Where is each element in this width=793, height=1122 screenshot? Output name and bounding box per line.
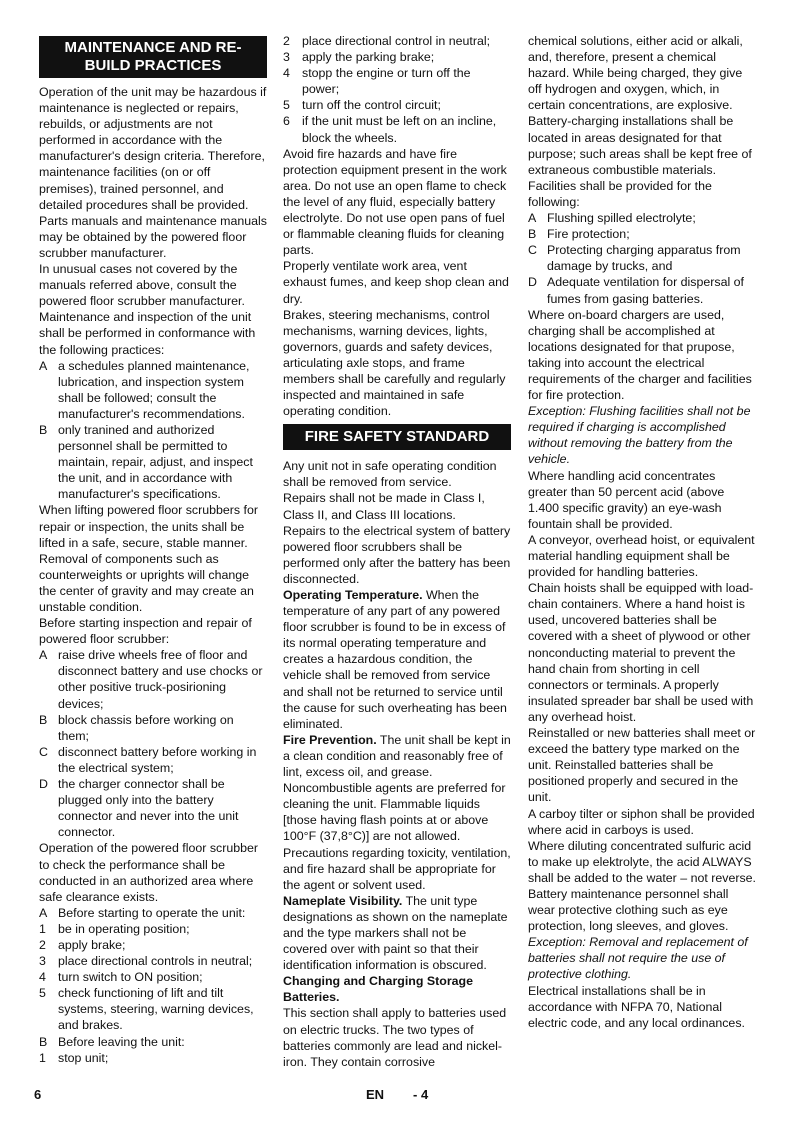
paragraph: Electrical installations shall be in accordance with NFPA 70, National electric code, and any local ordinances. <box>528 983 745 1030</box>
column-1 <box>39 33 267 1066</box>
list-item: A raise drive wheels free of floor and disconnect battery and use chocks or other positive truck-posirioning devices; <box>39 648 263 711</box>
paragraph: Fire Prevention. The unit shall be kept in a clean condition and reasonably free of lint, excess oil, and grease. Noncombustible agents are preferred for cleaning the unit. Flammable liquids [those having flash points at or above 100°F (37,8°C)] are not allowed. Precautions regarding toxicity, ventilation, and fire hazard shall be appropriate for the agent or solvent used. <box>283 732 511 892</box>
list-item: 6 if the unit must be left on an incline, block the wheels. <box>283 114 497 145</box>
paragraph: Any unit not in safe operating condition shall be removed from service. <box>283 459 497 490</box>
list-item: 5 turn off the control circuit; <box>283 98 441 113</box>
column-2 <box>283 33 511 1070</box>
paragraph: When lifting powered floor scrubbers for repair or inspection, the units shall be lifted in a safe, secure, stable manner. Removal of components such as counterweights or uprights will change the center of gravity and may create an unstable condition. <box>39 503 259 614</box>
subheading: Nameplate Visibility. <box>283 893 403 908</box>
list-item: 4 stopp the engine or turn off the power; <box>283 66 471 97</box>
list-item: 1 be in operating position; <box>39 921 190 936</box>
paragraph: Before starting inspection and repair of powered floor scrubber: <box>39 616 252 647</box>
paragraph: Where diluting concentrated sulfuric acid to make up elektrolyte, the acid ALWAYS shall be added to the water – not reverse. Battery maintenance personnel shall wear protective clothing such as eye protection, long sleeves, and gloves. <box>528 838 756 934</box>
maintenance-heading: MAINTENANCE AND RE-BUILD PRACTICES <box>39 36 267 78</box>
paragraph: Reinstalled or new batteries shall meet or exceed the battery type marked on the unit. Reinstalled batteries shall be positioned properly and secured in the unit. <box>528 726 756 805</box>
paragraph: Operation of the powered floor scrubber to check the performance shall be conducted in an authorized area where safe clearance exists. <box>39 841 259 904</box>
paragraph: Battery-charging installations shall be located in areas designated for that purpose; such areas shall be kept free of extraneous combustible materials. Facilities shall be provided for the following: <box>528 114 752 209</box>
paragraph: Properly ventilate work area, vent exhaust fumes, and keep shop clean and dry. <box>283 259 509 306</box>
exception-note: Exception: Removal and replacement of batteries shall not require the use of protective clothing. <box>528 935 748 982</box>
paragraph: A conveyor, overhead hoist, or equivalent material handling equipment shall be provided for handling batteries. <box>528 532 755 580</box>
list-item: C disconnect battery before working in the electrical system; <box>39 744 257 775</box>
language-code: EN <box>366 1087 385 1102</box>
paragraph: In unusual cases not covered by the manuals referred above, consult the powered floor scrubber manufacturer. <box>39 262 245 309</box>
paragraph: Avoid fire hazards and have fire protection equipment present in the work area. Do not use an open flame to check the level of any fluid, especially battery electrolyte. Do not use open pans of fuel or flammable cleaning fluids for cleaning parts. <box>283 146 507 258</box>
section-page: - 4 <box>413 1087 429 1102</box>
list-item: 2 place directional control in neutral; <box>283 34 491 48</box>
paragraph: Chain hoists shall be equipped with load-chain containers. Where a hand hoist is used, uncovered batteries shall be covered with a sheet of plywood or other nonconducting material to prevent the hand chain from shorting in cell connectors or terminals. A properly insulated spreader bar shall be used with any overhead hoist. <box>528 581 754 724</box>
column-3 <box>528 33 756 1031</box>
subheading: Fire Prevention. <box>283 732 377 747</box>
paragraph: chemical solutions, either acid or alkali, and, therefore, present a chemical hazard. While being charged, they give off hydrogen and oxygen, which, in certain concentrations, are explosive. <box>528 34 743 113</box>
paragraph: Where handling acid concentrates greater than 50 percent acid (above 1.400 specific gravity) an eye-wash fountain shall be provided. <box>528 468 725 531</box>
page-number: 6 <box>34 1087 42 1102</box>
exception-note: Exception: Flushing facilities shall not be required if charging is accomplished without removing the battery from the vehicle. <box>528 404 751 467</box>
paragraph: Repairs shall not be made in Class I, Class II, and Class III locations. <box>283 491 485 522</box>
list-item: C Protecting charging apparatus from damage by trucks, and <box>528 243 741 274</box>
list-item: 1 stop unit; <box>39 1050 109 1065</box>
list-item: A Flushing spilled electrolyte; <box>528 211 696 226</box>
list-item: 3 apply the parking brake; <box>283 50 435 65</box>
paragraph: Nameplate Visibility. The unit type designations as shown on the nameplate and the type markers shall not be covered over with paint so that their identification information is obscured. <box>283 893 508 973</box>
list-item: B block chassis before working on them; <box>39 712 234 743</box>
paragraph: Parts manuals and maintenance manuals may be obtained by the powered floor scrubber manufacturer. <box>39 213 267 260</box>
subheading: Operating Temperature. <box>283 588 423 602</box>
list-item: D the charger connector shall be plugged only into the battery connector and never into the unit connector. <box>39 777 239 840</box>
list-item: B only tranined and authorized personnel shall be permitted to maintain, repair, adjust, and inspect the unit, and in accordance with manufacturer's specifications. <box>39 422 253 502</box>
list-item: A a schedules planned maintenance, lubrication, and inspection system shall be followed; consult the manufacturer's recommendations. <box>39 358 250 421</box>
list-item: B Before leaving the unit: <box>39 1034 185 1049</box>
list-item: 4 turn switch to ON position; <box>39 970 203 985</box>
paragraph: Where on-board chargers are used, charging shall be accomplished at locations designated for that prupose, taking into account the electrical requirements of the charger and facilities for fire protection. <box>528 307 752 403</box>
list-item: A Before starting to operate the unit: <box>39 905 246 920</box>
subheading: Changing and Charging Storage Batteries. <box>283 974 473 1005</box>
paragraph: This section shall apply to batteries used on electric trucks. The two types of batteries commonly are lead and nickel-iron. They contain corrosive <box>283 1006 507 1069</box>
list-item: 2 apply brake; <box>39 937 126 952</box>
fire-safety-heading: FIRE SAFETY STANDARD <box>283 424 511 450</box>
paragraph: Operating Temperature. When the temperature of any part of any powered floor scrubber is found to be in excess of its normal operating temperature and creates a hazardous condition, the vehicle shall be removed from service and shall not be returned to service until the cause for such overheating has been eliminated. <box>283 588 507 731</box>
list-item: 3 place directional controls in neutral; <box>39 954 253 969</box>
paragraph: Operation of the unit may be hazardous if maintenance is neglected or repairs, rebuilds, or adjustments are not performed in accordance with the manufacturer's design criteria. Therefore, maintenance facilities (on or off premises), trained personnel, and detailed procedures shall be provided. <box>39 85 267 212</box>
paragraph: Repairs to the electrical system of battery powered floor scrubbers shall be performed only after the battery has been disconnected. <box>283 523 511 586</box>
list-item: 5 check functioning of lift and tilt systems, steering, warning devices, and brakes. <box>39 986 254 1033</box>
paragraph: A carboy tilter or siphon shall be provided where acid in carboys is used. <box>528 806 755 837</box>
list-item: B Fire protection; <box>528 227 630 242</box>
paragraph: Maintenance and inspection of the unit shall be performed in conformance with the following practices: <box>39 310 256 357</box>
paragraph: Brakes, steering mechanisms, control mechanisms, warning devices, lights, governors, guards and safety devices, articulating axle stops, and frame members shall be carefully and regularly inspected and maintained in safe operating condition. <box>283 307 506 419</box>
list-item: D Adequate ventilation for dispersal of fumes from gasing batteries. <box>528 275 744 306</box>
